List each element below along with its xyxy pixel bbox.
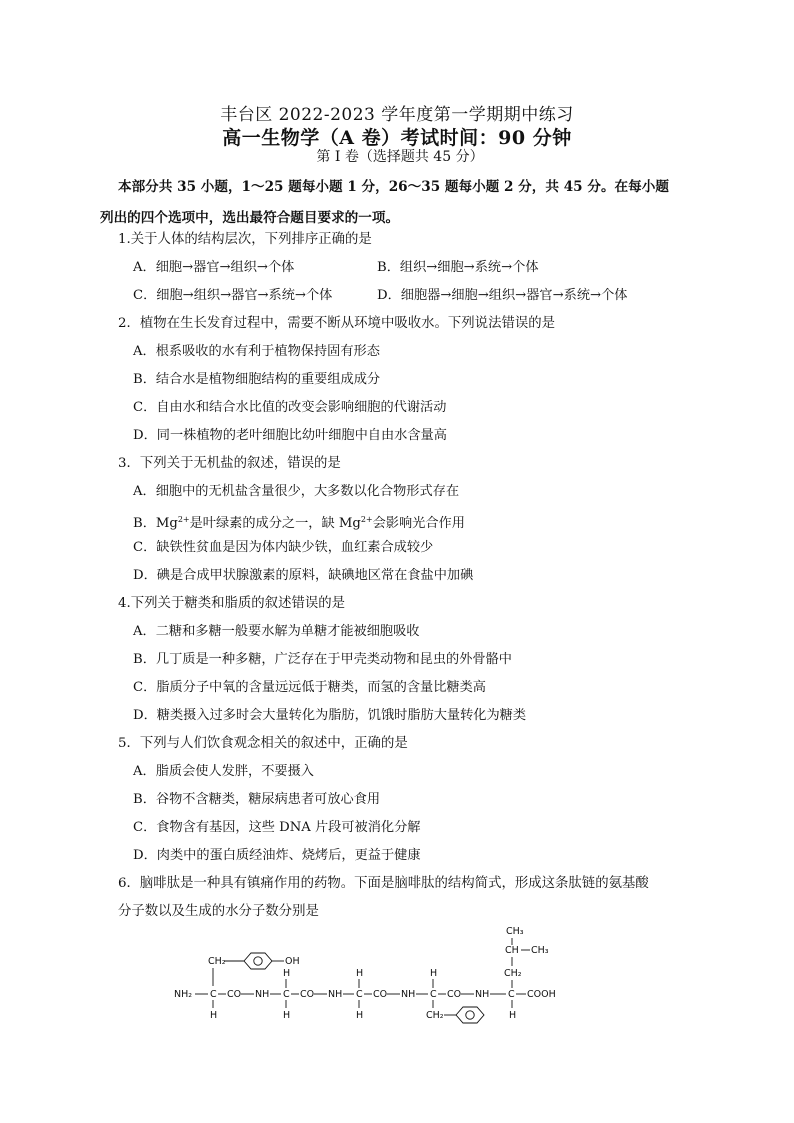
instructions-line-1: 本部分共 35 小题，1～25 题每小题 1 分，26～35 题每小题 2 分，共 45 分。在每小题 [118, 179, 669, 195]
option-b-part-3: 会影响光合作用 [372, 516, 465, 531]
instructions [100, 172, 688, 234]
question-6-stem-line-2: 分子数以及生成的水分子数分别是 [118, 904, 319, 919]
question-5-option-b: B．谷物不含糖类，糖尿病患者可放心食用 [133, 792, 381, 807]
ch2-label: CH₂ [208, 956, 226, 967]
h-label: H [283, 1010, 291, 1021]
question-4-stem: 4.下列关于糖类和脂质的叙述错误的是 [118, 596, 346, 611]
question-5-stem: 5．下列与人们饮食观念相关的叙述中，正确的是 [118, 736, 408, 751]
co-label: CO [300, 989, 315, 1000]
co-label: CO [373, 989, 388, 1000]
question-1-option-a: A．细胞→器官→组织→个体 [133, 260, 295, 275]
question-3-option-b [133, 510, 465, 534]
co-label: CO [227, 989, 242, 1000]
ch3-label: CH₃ [531, 945, 549, 956]
c-label: C [356, 989, 363, 1000]
nh2-label: NH₂ [174, 989, 193, 1000]
h-label: H [509, 1010, 517, 1021]
h-label: H [430, 968, 438, 979]
c-label: C [508, 989, 515, 1000]
question-3-option-a: A．细胞中的无机盐含量很少，大多数以化合物形式存在 [133, 484, 460, 499]
question-1-option-c: C．细胞→组织→器官→系统→个体 [133, 288, 333, 303]
question-1-option-b: B．组织→细胞→系统→个体 [377, 260, 539, 275]
question-4-option-c: C．脂质分子中氧的含量远远低于糖类，而氢的含量比糖类高 [133, 680, 486, 695]
h-label: H [210, 1010, 218, 1021]
question-4-option-d: D．糖类摄入过多时会大量转化为脂肪，饥饿时脂肪大量转化为糖类 [133, 708, 527, 723]
ion-charge: 2+ [177, 515, 190, 524]
question-3-option-c: C．缺铁性贫血是因为体内缺少铁，血红素合成较少 [133, 540, 434, 555]
h-label: H [283, 968, 291, 979]
c-label: C [210, 989, 217, 1000]
instructions-line-2: 列出的四个选项中，选出最符合题目要求的一项。 [100, 210, 400, 226]
benzene-ring-icon [456, 1007, 484, 1023]
benzene-ring-icon [244, 953, 272, 969]
c-label: C [430, 989, 437, 1000]
enkephalin-structure-diagram [160, 918, 580, 1028]
oh-label: OH [285, 956, 300, 967]
ch3-label: CH₃ [506, 926, 524, 937]
question-5-option-c: C．食物含有基因，这些 DNA 片段可被消化分解 [133, 820, 421, 835]
section-title: 第 I 卷（选择题共 45 分） [316, 149, 484, 165]
question-3-option-d: D．碘是合成甲状腺激素的原料，缺碘地区常在食盐中加碘 [133, 568, 474, 583]
question-2-option-b: B．结合水是植物细胞结构的重要组成成分 [133, 372, 381, 387]
question-4-option-b: B．几丁质是一种多糖，广泛存在于甲壳类动物和昆虫的外骨骼中 [133, 652, 512, 667]
question-1-stem: 1.关于人体的结构层次，下列排序正确的是 [118, 232, 372, 247]
option-b-part-2: 是叶绿素的成分之一，缺 Mg [189, 516, 361, 531]
question-4-option-a: A．二糖和多糖一般要水解为单糖才能被细胞吸收 [133, 624, 420, 639]
ion-charge: 2+ [360, 515, 373, 524]
nh-label: NH [475, 989, 490, 1000]
co-label: CO [447, 989, 462, 1000]
exam-title: 丰台区 2022-2023 学年度第一学期期中练习 [220, 105, 574, 125]
question-5-option-a: A．脂质会使人发胖，不要摄入 [133, 764, 314, 779]
cooh-label: COOH [527, 989, 556, 1000]
question-5-option-d: D．肉类中的蛋白质经油炸、烧烤后，更益于健康 [133, 848, 421, 863]
nh-label: NH [328, 989, 343, 1000]
nh-label: NH [255, 989, 270, 1000]
exam-subtitle: 高一生物学（A 卷）考试时间：90 分钟 [222, 127, 572, 149]
question-6-stem-line-1: 6．脑啡肽是一种具有镇痛作用的药物。下面是脑啡肽的结构简式，形成这条肽链的氨基酸 [118, 876, 649, 891]
question-2-stem: 2．植物在生长发育过程中，需要不断从环境中吸收水。下列说法错误的是 [118, 316, 556, 331]
question-2-option-c: C．自由水和结合水比值的改变会影响细胞的代谢活动 [133, 400, 447, 415]
h-label: H [356, 1010, 364, 1021]
nh-label: NH [401, 989, 416, 1000]
ch2-label: CH₂ [426, 1010, 444, 1021]
option-b-part-1: B．Mg [133, 516, 178, 531]
h-label: H [356, 968, 364, 979]
ch-label: CH [505, 945, 519, 956]
question-2-option-a: A．根系吸收的水有利于植物保持固有形态 [133, 344, 380, 359]
c-label: C [283, 989, 290, 1000]
question-1-option-d: D．细胞器→细胞→组织→器官→系统→个体 [377, 288, 628, 303]
question-3-stem: 3．下列关于无机盐的叙述，错误的是 [118, 456, 341, 471]
ch2-label: CH₂ [504, 968, 522, 979]
question-2-option-d: D．同一株植物的老叶细胞比幼叶细胞中自由水含量高 [133, 428, 447, 443]
